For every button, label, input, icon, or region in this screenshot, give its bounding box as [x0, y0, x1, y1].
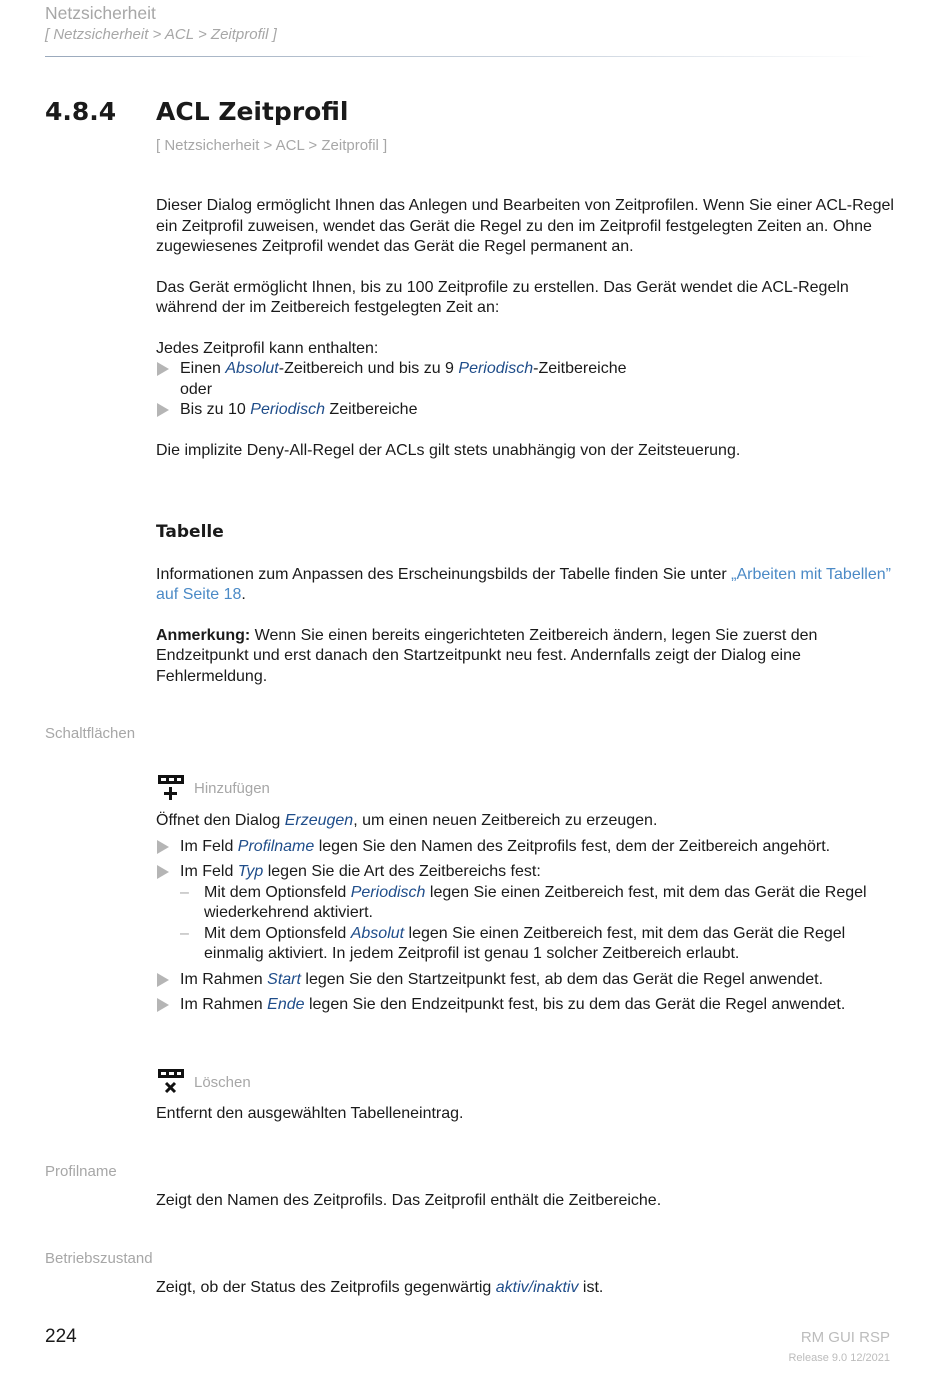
profile-content-list: [156, 359, 896, 421]
intro-paragraph-2: Das Gerät ermöglicht Ihnen, bis zu 100 Zeitprofile zu erstellen. Das Gerät wendet die ACL-Regeln während der im Zeitbereich festgelegten Zeit an:: [156, 278, 849, 316]
section-number: 4.8.4: [45, 97, 117, 126]
betriebszustand-label: Betriebszustand: [45, 1250, 153, 1267]
running-header-title: Netzsicherheit: [45, 3, 156, 23]
betriebszustand-description: Zeigt, ob der Status des Zeitprofils gegenwärtig aktiv/inaktiv ist.: [156, 1279, 604, 1296]
add-button-label: Hinzufügen: [194, 779, 270, 797]
list-item: Bis zu 10 Periodisch Zeitbereiche: [156, 400, 896, 421]
running-header-breadcrumb: [ Netzsicherheit > ACL > Zeitprofil ]: [45, 26, 277, 43]
list-item: – Mit dem Optionsfeld Periodisch legen Sie einen Zeitbereich fest, mit dem das Gerät die Regel wiederkehrend aktiviert.: [180, 883, 867, 921]
term-periodisch: Periodisch: [458, 360, 534, 377]
term-typ: Typ: [237, 863, 264, 880]
header-divider: [45, 56, 875, 57]
term-aktiv: aktiv: [495, 1279, 529, 1296]
list-item: Im Feld Profilname legen Sie den Namen des Zeitprofils fest, dem der Zeitbereich angehört.: [156, 837, 896, 858]
intro-block: [156, 196, 896, 461]
footer-product: RM GUI RSP: [800, 1329, 890, 1346]
delete-button-label: Löschen: [194, 1073, 251, 1091]
term-absolut: Absolut: [350, 924, 405, 942]
section-breadcrumb: [ Netzsicherheit > ACL > Zeitprofil ]: [156, 137, 388, 154]
list-item: Im Rahmen Ende legen Sie den Endzeitpunkt fest, bis zu dem das Gerät die Regel anwendet.: [156, 995, 896, 1016]
intro-paragraph-3: Jedes Zeitprofil kann enthalten:: [156, 339, 379, 357]
bullet-arrow-icon: [157, 362, 169, 376]
profilname-label: Profilname: [45, 1163, 117, 1180]
bullet-arrow-icon: [157, 840, 169, 854]
list-item: – Mit dem Optionsfeld Absolut legen Sie einen Zeitbereich fest, mit dem das Gerät die Regel einmalig aktiviert. In jedem Zeitprofil ist genau 1 solcher Zeitbereich erlaubt.: [180, 924, 846, 962]
table-note: Anmerkung: Wenn Sie einen bereits eingerichteten Zeitbereich ändern, legen Sie zuerst den Endzeitpunkt und erst danach den Startzeitpunkt neu fest. Andernfalls zeigt der Dialog eine Fehlermeldung.: [156, 626, 818, 685]
bullet-arrow-icon: [157, 403, 169, 417]
list-item: Im Feld Typ legen Sie die Art des Zeitbereichs fest: – Mit dem Optionsfeld Periodisch legen Sie einen Zeitbereich fest, mit dem das Gerät die Regel wiederkehrend aktiviert. – Mit dem Optionsfeld Absolut legen Sie einen Zeitbereich fest, mit dem das Gerät die Regel einmalig aktiviert. In jedem Zeitprofil ist genau 1 solcher Zeitbereich erlaubt.: [156, 862, 896, 965]
table-info: Informationen zum Anpassen des Erscheinungsbilds der Tabelle finden Sie unter „Arbeiten mit Tabellen” auf Seite 18.: [156, 565, 891, 603]
term-periodisch: Periodisch: [350, 883, 426, 901]
table-add-icon: [156, 772, 186, 802]
note-label: Anmerkung:: [156, 626, 251, 644]
dash-bullet: –: [180, 924, 189, 942]
delete-description: Entfernt den ausgewählten Tabelleneintrag.: [156, 1105, 464, 1122]
term-absolut: Absolut: [225, 360, 279, 377]
list-or-text: oder: [180, 380, 213, 398]
add-description-block: [156, 811, 896, 1016]
term-ende: Ende: [267, 996, 305, 1013]
type-options-list: [180, 883, 896, 965]
bullet-arrow-icon: [157, 973, 169, 987]
term-profilname: Profilname: [237, 837, 315, 855]
table-heading: Tabelle: [156, 522, 224, 542]
page-number: 224: [45, 1326, 77, 1347]
table-block: [156, 522, 896, 687]
dash-bullet: –: [180, 883, 189, 901]
list-item: Im Rahmen Start legen Sie den Startzeitpunkt fest, ab dem das Gerät die Regel anwendet.: [156, 970, 896, 991]
term-periodisch: Periodisch: [250, 401, 325, 418]
term-inaktiv: inaktiv: [533, 1279, 579, 1296]
intro-paragraph-1: Dieser Dialog ermöglicht Ihnen das Anlegen und Bearbeiten von Zeitprofilen. Wenn Sie einer ACL-Regel ein Zeitprofil zuweisen, wendet das Gerät die Regel zu den im Zeitprofil festgelegten Zeiten an. Ohne zugewiesenes Zeitprofil wendet das Gerät die Regel permanent an.: [156, 197, 894, 255]
term-erzeugen: Erzeugen: [284, 812, 354, 829]
section-title: ACL Zeitprofil: [156, 97, 349, 126]
bullet-arrow-icon: [157, 865, 169, 879]
delete-button-entry: [156, 1066, 896, 1096]
profilname-description: Zeigt den Namen des Zeitprofils. Das Zeitprofil enthält die Zeitbereiche.: [156, 1192, 662, 1209]
add-button-entry: [156, 772, 896, 802]
bullet-arrow-icon: [157, 998, 169, 1012]
tables-reference-link[interactable]: „Arbeiten mit Tabellen” auf Seite 18: [156, 565, 891, 603]
add-description: Öffnet den Dialog Erzeugen, um einen neuen Zeitbereich zu erzeugen.: [156, 812, 658, 829]
buttons-section-label: Schaltflächen: [45, 725, 136, 742]
add-steps-list: [156, 837, 896, 1016]
list-item: Einen Absolut-Zeitbereich und bis zu 9 Periodisch-Zeitbereiche oder: [156, 359, 896, 400]
footer-release: Release 9.0 12/2021: [788, 1352, 890, 1364]
table-delete-icon: [156, 1066, 186, 1096]
term-start: Start: [267, 970, 301, 988]
intro-paragraph-4: Die implizite Deny-All-Regel der ACLs gilt stets unabhängig von der Zeitsteuerung.: [156, 441, 741, 459]
